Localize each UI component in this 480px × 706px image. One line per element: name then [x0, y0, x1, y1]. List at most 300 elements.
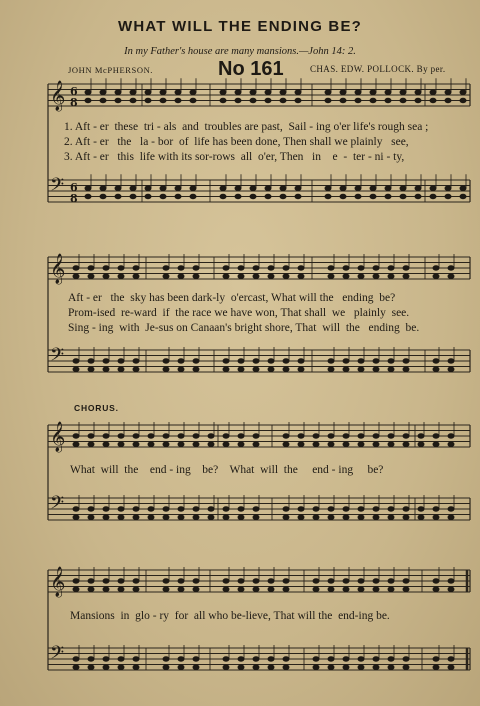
note-head: [328, 507, 334, 511]
note-head: [88, 266, 94, 270]
note-head: [100, 90, 106, 94]
note-head: [253, 665, 259, 669]
note-head: [358, 367, 364, 371]
lyric-line-chorus: What will the end - ing be? What will the end - ing be?: [70, 464, 384, 476]
note-head: [220, 194, 226, 198]
note-head: [328, 579, 334, 583]
note-head: [178, 665, 184, 669]
note-head: [163, 507, 169, 511]
note-head: [73, 274, 79, 278]
note-head: [448, 579, 454, 583]
note-head: [118, 442, 124, 446]
note-head: [388, 657, 394, 661]
hymn-title: WHAT WILL THE ENDING BE?: [117, 18, 363, 35]
note-head: [283, 587, 289, 591]
time-signature-bottom: 8: [70, 96, 78, 109]
note-head: [448, 507, 454, 511]
note-head: [358, 359, 364, 363]
note-head: [268, 579, 274, 583]
note-head: [235, 194, 241, 198]
note-head: [133, 657, 139, 661]
note-head: [193, 657, 199, 661]
time-signature-top: 6: [70, 181, 78, 194]
note-head: [238, 442, 244, 446]
treble-clef: 𝄞: [50, 81, 66, 111]
note-head: [133, 274, 139, 278]
note-head: [343, 266, 349, 270]
note-head: [373, 587, 379, 591]
note-head: [298, 507, 304, 511]
composer-credit: CHAS. EDW. POLLOCK. By per.: [310, 64, 446, 74]
note-head: [133, 515, 139, 519]
note-head: [103, 507, 109, 511]
note-head: [328, 657, 334, 661]
note-head: [343, 359, 349, 363]
note-head: [430, 98, 436, 102]
note-head: [313, 442, 319, 446]
scripture-subtitle: In my Father's house are many mansions.—John 14: 2.: [124, 46, 356, 57]
note-head: [130, 186, 136, 190]
note-head: [283, 359, 289, 363]
note-head: [283, 515, 289, 519]
note-head: [223, 657, 229, 661]
note-head: [178, 442, 184, 446]
note-head: [313, 587, 319, 591]
note-head: [133, 434, 139, 438]
note-head: [460, 98, 466, 102]
note-head: [280, 186, 286, 190]
note-head: [133, 587, 139, 591]
note-head: [208, 515, 214, 519]
note-head: [100, 194, 106, 198]
note-head: [253, 434, 259, 438]
note-head: [280, 90, 286, 94]
note-head: [340, 90, 346, 94]
note-head: [118, 274, 124, 278]
note-head: [85, 98, 91, 102]
note-head: [373, 579, 379, 583]
note-head: [133, 442, 139, 446]
note-head: [253, 579, 259, 583]
note-head: [313, 579, 319, 583]
lyric-line-2b: Prom-ised re-ward if the race we have won, That shall we plainly see.: [68, 307, 410, 319]
note-head: [73, 579, 79, 583]
note-head: [388, 442, 394, 446]
note-head: [178, 274, 184, 278]
note-head: [88, 442, 94, 446]
note-head: [298, 515, 304, 519]
note-head: [130, 194, 136, 198]
note-head: [388, 367, 394, 371]
note-head: [448, 515, 454, 519]
note-head: [118, 579, 124, 583]
note-head: [385, 186, 391, 190]
note-head: [313, 515, 319, 519]
note-head: [88, 274, 94, 278]
note-head: [148, 507, 154, 511]
note-head: [385, 194, 391, 198]
note-head: [73, 442, 79, 446]
note-head: [193, 434, 199, 438]
note-head: [238, 579, 244, 583]
note-head: [253, 507, 259, 511]
note-head: [448, 587, 454, 591]
note-head: [238, 587, 244, 591]
note-head: [430, 90, 436, 94]
note-head: [115, 194, 121, 198]
note-head: [358, 266, 364, 270]
note-head: [235, 186, 241, 190]
note-head: [223, 507, 229, 511]
note-head: [73, 367, 79, 371]
treble-clef: 𝄞: [50, 567, 66, 597]
note-head: [343, 587, 349, 591]
note-head: [193, 579, 199, 583]
note-head: [448, 359, 454, 363]
note-head: [145, 90, 151, 94]
note-head: [163, 266, 169, 270]
note-head: [358, 507, 364, 511]
note-head: [445, 90, 451, 94]
note-head: [253, 359, 259, 363]
note-head: [175, 90, 181, 94]
note-head: [208, 442, 214, 446]
note-head: [88, 587, 94, 591]
note-head: [460, 194, 466, 198]
note-head: [268, 266, 274, 270]
note-head: [433, 442, 439, 446]
note-head: [103, 657, 109, 661]
note-head: [223, 515, 229, 519]
note-head: [88, 665, 94, 669]
note-head: [73, 657, 79, 661]
note-head: [208, 507, 214, 511]
note-head: [103, 515, 109, 519]
note-head: [253, 657, 259, 661]
note-head: [448, 442, 454, 446]
hymn-number: No 161: [218, 58, 284, 80]
note-head: [85, 194, 91, 198]
note-head: [145, 98, 151, 102]
note-head: [343, 665, 349, 669]
note-head: [238, 665, 244, 669]
note-head: [403, 274, 409, 278]
note-head: [145, 186, 151, 190]
note-head: [238, 657, 244, 661]
note-head: [163, 359, 169, 363]
note-head: [415, 194, 421, 198]
note-head: [265, 98, 271, 102]
note-head: [388, 434, 394, 438]
note-head: [223, 274, 229, 278]
note-head: [358, 442, 364, 446]
note-head: [268, 359, 274, 363]
note-head: [223, 587, 229, 591]
note-head: [163, 587, 169, 591]
note-head: [223, 579, 229, 583]
note-head: [358, 665, 364, 669]
note-head: [265, 186, 271, 190]
note-head: [238, 434, 244, 438]
note-head: [268, 665, 274, 669]
note-head: [433, 579, 439, 583]
note-head: [178, 507, 184, 511]
note-head: [178, 367, 184, 371]
lyric-line-1b: 2. Aft - er the la - bor of life has been done, Then shall we plainly see,: [64, 136, 409, 148]
note-head: [178, 657, 184, 661]
note-head: [433, 359, 439, 363]
note-head: [445, 194, 451, 198]
note-head: [370, 90, 376, 94]
note-head: [373, 274, 379, 278]
note-head: [73, 515, 79, 519]
note-head: [220, 90, 226, 94]
note-head: [313, 434, 319, 438]
note-head: [223, 266, 229, 270]
note-head: [373, 507, 379, 511]
note-head: [403, 657, 409, 661]
note-head: [118, 665, 124, 669]
note-head: [163, 367, 169, 371]
note-head: [283, 434, 289, 438]
note-head: [385, 98, 391, 102]
note-head: [388, 587, 394, 591]
note-head: [373, 665, 379, 669]
note-head: [118, 367, 124, 371]
note-head: [313, 657, 319, 661]
note-head: [355, 98, 361, 102]
note-head: [328, 274, 334, 278]
note-head: [193, 665, 199, 669]
note-head: [253, 587, 259, 591]
note-head: [160, 194, 166, 198]
note-head: [88, 359, 94, 363]
note-head: [133, 359, 139, 363]
note-head: [73, 359, 79, 363]
lyric-line-1c: 3. Aft - er this life with its sor-rows all o'er, Then in e - ter - ni - ty,: [64, 151, 405, 163]
note-head: [295, 186, 301, 190]
note-head: [448, 266, 454, 270]
note-head: [343, 367, 349, 371]
note-head: [340, 98, 346, 102]
note-head: [295, 194, 301, 198]
note-head: [88, 579, 94, 583]
note-head: [358, 657, 364, 661]
note-head: [343, 507, 349, 511]
lyric-line-final: Mansions in glo - ry for all who be-lieve, That will the end-ing be.: [70, 610, 390, 622]
note-head: [403, 434, 409, 438]
note-head: [403, 507, 409, 511]
note-head: [388, 665, 394, 669]
note-head: [175, 186, 181, 190]
note-head: [88, 515, 94, 519]
note-head: [148, 434, 154, 438]
note-head: [85, 90, 91, 94]
note-head: [283, 507, 289, 511]
note-head: [133, 579, 139, 583]
note-head: [253, 266, 259, 270]
note-head: [163, 579, 169, 583]
note-head: [268, 367, 274, 371]
time-signature-top: 6: [70, 85, 78, 98]
note-head: [433, 665, 439, 669]
note-head: [403, 587, 409, 591]
note-head: [268, 587, 274, 591]
note-head: [283, 665, 289, 669]
note-head: [445, 186, 451, 190]
note-head: [328, 515, 334, 519]
note-head: [238, 359, 244, 363]
chorus-label: CHORUS.: [74, 403, 119, 413]
note-head: [355, 186, 361, 190]
note-head: [370, 194, 376, 198]
note-head: [268, 274, 274, 278]
note-head: [298, 434, 304, 438]
note-head: [280, 98, 286, 102]
note-head: [178, 434, 184, 438]
note-head: [253, 274, 259, 278]
note-head: [100, 186, 106, 190]
note-head: [103, 665, 109, 669]
time-signature-bottom: 8: [70, 192, 78, 205]
note-head: [268, 657, 274, 661]
note-head: [118, 434, 124, 438]
note-head: [388, 515, 394, 519]
note-head: [163, 665, 169, 669]
note-head: [373, 434, 379, 438]
note-head: [313, 665, 319, 669]
note-head: [175, 194, 181, 198]
note-head: [448, 367, 454, 371]
note-head: [355, 90, 361, 94]
note-head: [73, 665, 79, 669]
note-head: [88, 507, 94, 511]
note-head: [178, 587, 184, 591]
note-head: [190, 186, 196, 190]
note-head: [208, 434, 214, 438]
note-head: [325, 186, 331, 190]
note-head: [403, 442, 409, 446]
note-head: [433, 434, 439, 438]
note-head: [103, 367, 109, 371]
note-head: [328, 442, 334, 446]
note-head: [160, 186, 166, 190]
note-head: [73, 587, 79, 591]
note-head: [103, 442, 109, 446]
note-head: [193, 367, 199, 371]
note-head: [385, 90, 391, 94]
note-head: [133, 266, 139, 270]
note-head: [193, 359, 199, 363]
note-head: [445, 98, 451, 102]
note-head: [418, 507, 424, 511]
note-head: [253, 515, 259, 519]
note-head: [283, 657, 289, 661]
note-head: [265, 90, 271, 94]
note-head: [373, 367, 379, 371]
bass-clef: 𝄢: [50, 345, 65, 370]
note-head: [103, 434, 109, 438]
note-head: [283, 367, 289, 371]
note-head: [280, 194, 286, 198]
note-head: [148, 515, 154, 519]
note-head: [400, 194, 406, 198]
note-head: [223, 359, 229, 363]
note-head: [415, 186, 421, 190]
note-head: [238, 367, 244, 371]
note-head: [328, 434, 334, 438]
note-head: [193, 266, 199, 270]
note-head: [283, 579, 289, 583]
note-head: [238, 515, 244, 519]
note-head: [340, 194, 346, 198]
note-head: [355, 194, 361, 198]
note-head: [400, 98, 406, 102]
note-head: [130, 90, 136, 94]
note-head: [220, 98, 226, 102]
note-head: [283, 274, 289, 278]
note-head: [448, 274, 454, 278]
note-head: [118, 359, 124, 363]
note-head: [73, 507, 79, 511]
note-head: [235, 98, 241, 102]
note-head: [358, 579, 364, 583]
note-head: [298, 367, 304, 371]
note-head: [298, 442, 304, 446]
note-head: [163, 434, 169, 438]
note-head: [415, 90, 421, 94]
note-head: [190, 194, 196, 198]
note-head: [388, 274, 394, 278]
note-head: [328, 266, 334, 270]
note-head: [190, 90, 196, 94]
note-head: [343, 579, 349, 583]
note-head: [253, 367, 259, 371]
note-head: [145, 194, 151, 198]
note-head: [193, 442, 199, 446]
lyric-line-1a: 1. Aft - er these tri - als and troubles are past, Sail - ing o'er life's rough sea ;: [64, 121, 429, 133]
note-head: [343, 657, 349, 661]
note-head: [295, 98, 301, 102]
note-head: [433, 266, 439, 270]
note-head: [460, 90, 466, 94]
note-head: [250, 90, 256, 94]
note-head: [295, 90, 301, 94]
note-head: [448, 657, 454, 661]
note-head: [460, 186, 466, 190]
note-head: [415, 98, 421, 102]
note-head: [328, 359, 334, 363]
note-head: [163, 657, 169, 661]
note-head: [373, 442, 379, 446]
note-head: [343, 515, 349, 519]
note-head: [418, 434, 424, 438]
note-head: [160, 90, 166, 94]
note-head: [403, 367, 409, 371]
note-head: [298, 266, 304, 270]
note-head: [433, 515, 439, 519]
bass-clef: 𝄢: [50, 175, 65, 200]
note-head: [373, 515, 379, 519]
note-head: [418, 442, 424, 446]
note-head: [325, 90, 331, 94]
note-head: [148, 442, 154, 446]
note-head: [193, 587, 199, 591]
note-head: [115, 90, 121, 94]
note-head: [223, 442, 229, 446]
note-head: [358, 515, 364, 519]
note-head: [283, 266, 289, 270]
